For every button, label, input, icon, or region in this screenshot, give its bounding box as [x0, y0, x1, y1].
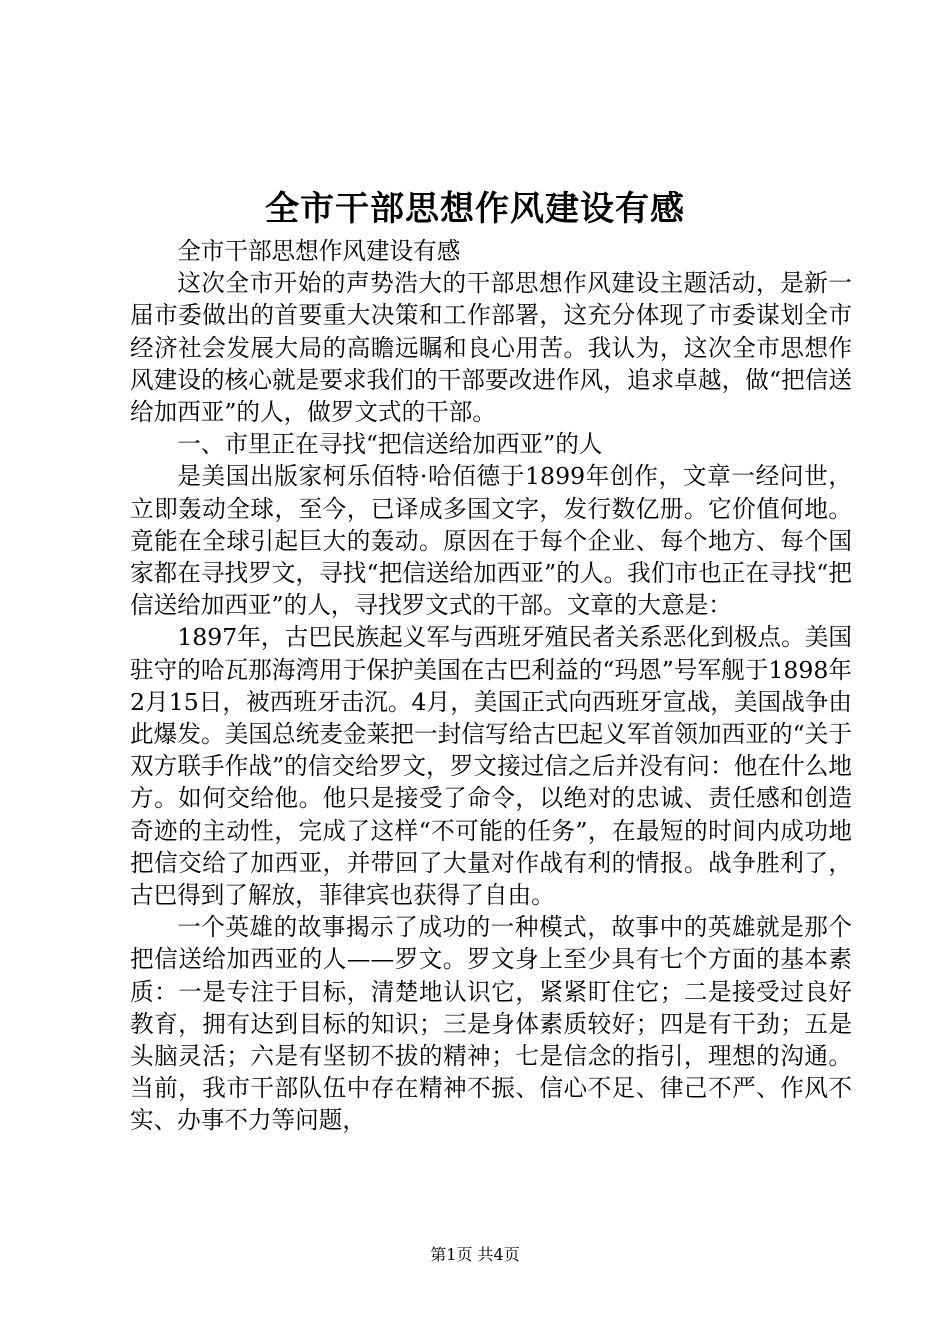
paragraph-story: 1897年，古巴民族起义军与西班牙殖民者关系恶化到极点。美国驻守的哈瓦那海湾用于保护美国在古巴利益的“玛恩”号军舰于1898年2月15日，被西班牙击沉。4月，美国正式向西班牙宣战，美国战争由此爆发。美国总统麦金莱把一封信写给古巴起义军首领加西亚的“关于双方联手作战”的信交给罗文，罗文接过信之后并没有问：他在什么地方。如何交给他。他只是接受了命令，以绝对的忠诚、责任感和创造奇迹的主动性，完成了这样“不可能的任务”，在最短的时间内成功地把信交给了加西亚，并带回了大量对作战有利的情报。战争胜利了，古巴得到了解放，菲律宾也获得了自由。 [130, 623, 852, 910]
section-heading: 一、市里正在寻找“把信送给加西亚”的人 [177, 430, 603, 459]
paragraph-intro: 这次全市开始的声势浩大的干部思想作风建设主题活动，是新一届市委做出的首要重大决策和工作部署，这充分体现了市委谋划全市经济社会发展大局的高瞻远瞩和良心用苦。我认为，这次全市思想作风建设的核心就是要求我们的干部要改进作风，追求卓越，做“把信送给加西亚”的人，做罗文式的干部。 [130, 269, 852, 427]
paragraph-subtitle: 全市干部思想作风建设有感 [177, 237, 461, 265]
document-title: 全市干部思想作风建设有感 [265, 189, 685, 229]
document-body [130, 235, 852, 1137]
page-footer: 第1页 共4页 [430, 1245, 520, 1264]
paragraph-article-origin: 是美国出版家柯乐佰特·哈佰德于1899年创作，文章一经问世，立即轰动全球，至今，已译成多国文字，发行数亿册。它价值何地。竟能在全球引起巨大的轰动。原因在于每个企业、每个地方、每个国家都在寻找罗文，寻找“把信送给加西亚”的人。我们市也正在寻找“把信送给加西亚”的人，寻找罗文式的干部。文章的大意是： [130, 462, 852, 620]
paragraph-qualities: 一个英雄的故事揭示了成功的一种模式，故事中的英雄就是那个把信送给加西亚的人——罗文。罗文身上至少具有七个方面的基本素质：一是专注于目标，清楚地认识它，紧紧盯住它；二是接受过良好教育，拥有达到目标的知识；三是身体素质较好；四是有干劲；五是头脑灵活；六是有坚韧不拔的精神；七是信念的指引，理想的沟通。当前，我市干部队伍中存在精神不振、信心不足、律己不严、作风不实、办事不力等问题， [130, 913, 852, 1135]
